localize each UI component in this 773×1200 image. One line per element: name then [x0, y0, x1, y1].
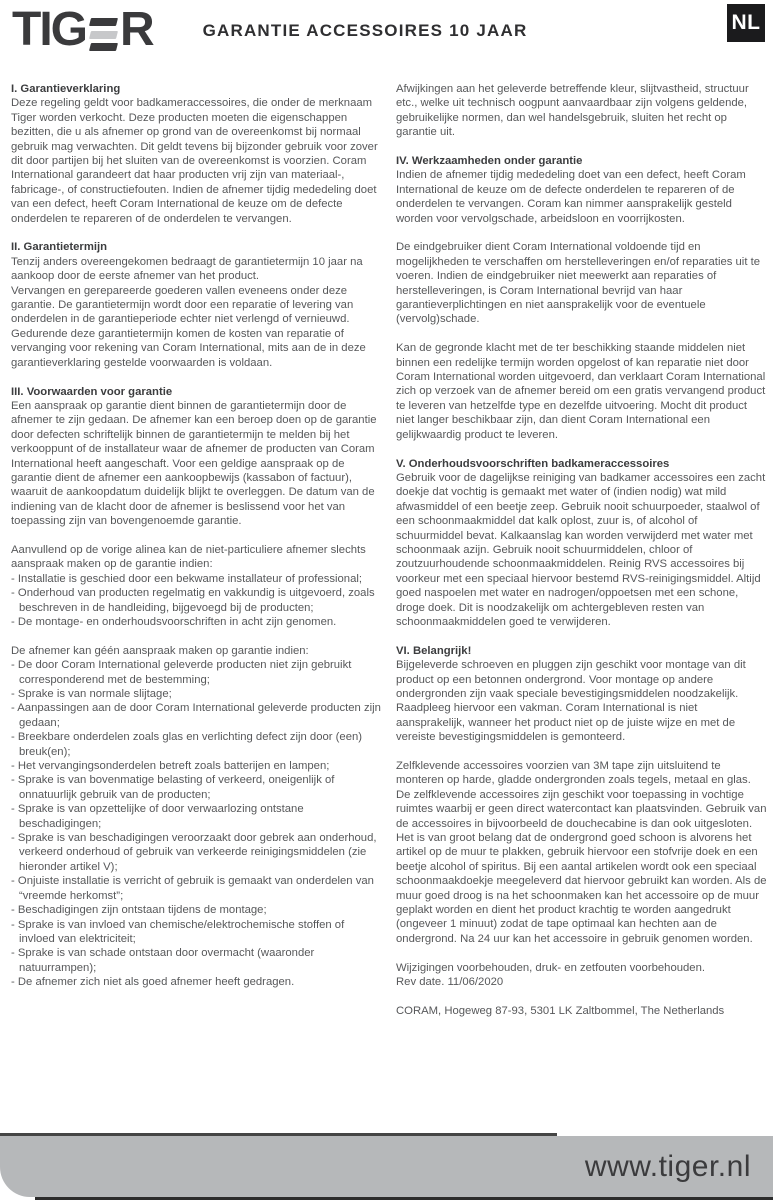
bullet-item: - Sprake is van schade ontstaan door overmacht (waaronder natuurrampen);	[11, 947, 315, 974]
document-header	[0, 0, 773, 76]
tiger-logo	[12, 3, 153, 56]
paragraph: Een aanspraak op garantie dient binnen de garantietermijn door de afnemer te zijn gedaan. De afnemer kan een beroep doen op de garantie door defecten schriftelijk binnen de garantietermijn te melden bij het verkooppunt of de installateur waar de afnemer de producten van Coram International heeft aangeschaft. Voor een geldige aanspraak op de garantie dient de afnemer een aankoopbewijs (kassabon of factuur), waaruit de aankoopdatum duidelijk blijkt te overleggen. De datum van de indiening van de klacht door de afnemer is beslissend voor het van toepassing zijn van bovengenoemde garantie.	[11, 399, 377, 528]
bullet-item: - Sprake is van bovenmatige belasting of verkeerd, oneigenlijk of onnatuurlijk gebruik van de producten;	[11, 774, 335, 801]
paragraph: Kan de gegronde klacht met de ter beschikking staande middelen niet binnen een redelijke termijn worden opgelost of kan reparatie niet door Coram International worden uitgevoerd, dan verklaart Coram International zich op verzoek van de afnemer bereid om een gratis vervangend product te leveren van hetzelfde type en dezelfde uitvoering. Mocht dit product niet langer beschikbaar zijn, dan dient Coram International een gelijkwaardig product te leveren.	[396, 342, 766, 441]
paragraph: Tenzij anders overeengekomen bedraagt de garantietermijn 10 jaar na aankoop door de eerste afnemer van het product.	[11, 255, 363, 283]
bullet-item: - Aanpassingen aan de door Coram International geleverde producten zijn gedaan;	[11, 702, 381, 729]
logo-e-bar-middle	[89, 31, 118, 39]
bullet-item: - De door Coram International geleverde producten niet zijn gebruikt corresponderend met de bestemming;	[11, 659, 352, 686]
right-column	[396, 82, 767, 1018]
section-heading: II. Garantietermijn	[11, 241, 108, 254]
document-footer	[0, 1133, 773, 1200]
bullet-item: - Sprake is van beschadigingen veroorzaakt door gebrek aan onderhoud, verkeerd onderhoud of gebruik van verkeerde reinigingsmiddelen (zie hieronder artikel V);	[11, 832, 377, 873]
logo-e-bars-icon	[90, 18, 117, 51]
left-column	[11, 82, 382, 1018]
section-heading: V. Onderhoudsvoorschriften badkameraccessoires	[396, 457, 670, 470]
section-heading: IV. Werkzaamheden onder garantie	[396, 155, 583, 168]
bullet-item: - Onderhoud van producten regelmatig en vakkundig is uitgevoerd, zoals beschreven in de handleiding, bijgevoegd bij de producten;	[11, 587, 375, 614]
section-heading: I. Garantieverklaring	[11, 83, 121, 95]
logo-e-bar-bottom	[89, 43, 118, 51]
section-heading: III. Voorwaarden voor garantie	[11, 385, 173, 398]
page-title: GARANTIE ACCESSOIRES 10 JAAR	[202, 21, 528, 40]
bullet-item: - Installatie is geschied door een bekwame installateur of professional;	[11, 572, 363, 585]
paragraph: Wijzigingen voorbehouden, druk- en zetfouten voorbehouden.	[396, 961, 705, 974]
website-url: www.tiger.nl	[584, 1149, 751, 1183]
bullet-item: - Sprake is van opzettelijke of door verwaarlozing ontstane beschadigingen;	[11, 803, 304, 830]
paragraph: Indien de afnemer tijdig mededeling doet van een defect, heeft Coram International de keuze om de defecte onderdelen te repareren of de onderdelen te vervangen. Coram kan nimmer aansprakelijk gesteld worden voor vervolgschade, arbeidsloon en voorrijkosten.	[396, 169, 746, 225]
paragraph: Afwijkingen aan het geleverde betreffende kleur, slijtvastheid, structuur etc., welke uit technisch oogpunt aanvaardbaar zijn volgens geldende, gebruikelijke normen, dan wel handelsgebruik, sluiten het recht op garantie uit.	[396, 83, 749, 139]
bullet-item: - Sprake is van normale slijtage;	[11, 688, 172, 700]
paragraph: CORAM, Hogeweg 87-93, 5301 LK Zaltbommel, The Netherlands	[396, 1004, 725, 1017]
logo-text-right: R	[120, 3, 153, 56]
paragraph: Deze regeling geldt voor badkameraccessoires, die onder de merknaam Tiger worden verkocht. Deze producten moeten die eigenschappen bezitten, die u als afnemer op grond van de overeenkomst bij normaal gebruik mag verwachten. Dit geldt tevens bij bijzonder gebruik voor zover dit door partijen bij het sluiten van de overeenkomst is voorzien. Coram International garandeert dat haar producten vrij zijn van materiaal-, fabricage-, of constructiefouten. Indien de afnemer tijdig mededeling doet van een defect, heeft Coram International de keuze om de defecte onderdelen te repareren of de onderdelen te vervangen.	[11, 97, 378, 225]
paragraph: Gebruik voor de dagelijkse reiniging van badkamer accessoires een zacht doekje dat vochtig is gemaakt met water of (indien nodig) wat mild afwasmiddel of een beetje zeep. Gebruik nooit schuurpoeder, staalwol of een schoonmaakmiddel dat kalk oplost, zuur is, of alcohol of schuurmiddel bevat. Kalkaanslag kan worden verwijderd met water met schoonmaak azijn. Gebruik nooit schuurmiddelen, chloor of zoutzuurhoudende schoonmaakmiddelen. Reinig RVS accessoires bij voorkeur met een speciaal hiervoor bestemd RVS-reinigingsmiddel. Altijd goed naspoelen met water en nadrogen/oppoetsen met een schone, droge doek. Dit is noodzakelijk om achtergebleven resten van schoonmaakmiddelen goed te verwijderen.	[396, 471, 766, 628]
section-heading: VI. Belangrijk!	[396, 644, 472, 657]
bullet-item: - Onjuiste installatie is verricht of gebruik is gemaakt van onderdelen van “vreemde herkomst”;	[11, 875, 374, 902]
bullet-item: - Het vervangingsonderdelen betreft zoals batterijen en lampen;	[11, 760, 330, 773]
bullet-item: - Sprake is van invloed van chemische/elektrochemische stoffen of invloed van elektriciteit;	[11, 918, 345, 945]
paragraph: Zelfklevende accessoires voorzien van 3M tape zijn uitsluitend te monteren op harde, gladde ondergronden zoals tegels, metaal en glas. De zelfklevende accessoires zijn geschikt voor toepassing in vochtige ruimtes waarbij er geen direct watercontact kan plaatsvinden. Gebruik van de accessoires in bijvoorbeeld de douchecabine is dan ook uitgesloten. Het is van groot belang dat de ondergrond goed schoon is alvorens het artikel op de muur te plakken, gebruik hiervoor een stofvrije doek en een beetje alcohol of spiritus. Bij een aantal artikelen wordt ook een speciaal schoonmaakdoekje meegeleverd dat hiervoor gebruikt kan worden. Als de muur goed droog is na het schoonmaken kan het accessoire op de muur geplakt worden en dient het product krachtig te worden aangedrukt (ongeveer 1 minuut) zodat de tape optimaal kan hechten aan de ondergrond. Na 24 uur kan het accessoire in gebruik genomen worden.	[396, 760, 767, 945]
bullet-item: - Breekbare onderdelen zoals glas en verlichting defect zijn door (een) breuk(en);	[11, 731, 363, 758]
bullet-item: - Beschadigingen zijn ontstaan tijdens de montage;	[11, 904, 267, 917]
paragraph: De eindgebruiker dient Coram International voldoende tijd en mogelijkheden te verschaffen om herstelleveringen en/of reparaties uit te voeren. Indien de eindgebruiker niet meewerkt aan reparaties of herstelleveringen, is Coram International bevrijd van haar garantieverplichtingen en niet aansprakelijk voor de eventuele (vervolg)schade.	[396, 241, 761, 326]
logo-text-left: TIG	[12, 3, 86, 56]
logo-e-bar-top	[89, 18, 118, 26]
paragraph: Bijgeleverde schroeven en pluggen zijn geschikt voor montage van dit product op een betonnen ondergrond. Voor montage op andere ondergronden zijn vaak speciale bevestigingsmiddelen noodzakelijk. Raadpleeg hiervoor een vakman. Coram International is niet aansprakelijk, wanneer het product niet op de juiste wijze en met de vereiste bevestigingsmiddelen is gemonteerd.	[396, 659, 746, 744]
paragraph: Aanvullend op de vorige alinea kan de niet-particuliere afnemer slechts aanspraak maken op de garantie indien:	[11, 543, 366, 571]
language-badge: NL	[727, 4, 765, 42]
footer-bar	[0, 1136, 773, 1197]
paragraph: Gedurende deze garantietermijn komen de kosten van reparatie of vervanging voor rekening van Coram International, mits aan de in deze garantieverklaring gestelde voorwaarden is voldaan.	[11, 327, 366, 369]
bullet-item: - De montage- en onderhoudsvoorschriften in acht zijn genomen.	[11, 615, 337, 628]
paragraph: De afnemer kan géén aanspraak maken op garantie indien:	[11, 644, 309, 657]
paragraph: Vervangen en gerepareerde goederen vallen eveneens onder deze garantie. De garantietermijn wordt door een reparatie of levering van onderdelen in de garantieperiode echter niet verlengd of vernieuwd.	[11, 284, 354, 326]
bullet-item: - De afnemer zich niet als goed afnemer heeft gedragen.	[11, 976, 295, 989]
paragraph: Rev date. 11/06/2020	[396, 976, 504, 989]
document-body	[0, 76, 773, 1018]
